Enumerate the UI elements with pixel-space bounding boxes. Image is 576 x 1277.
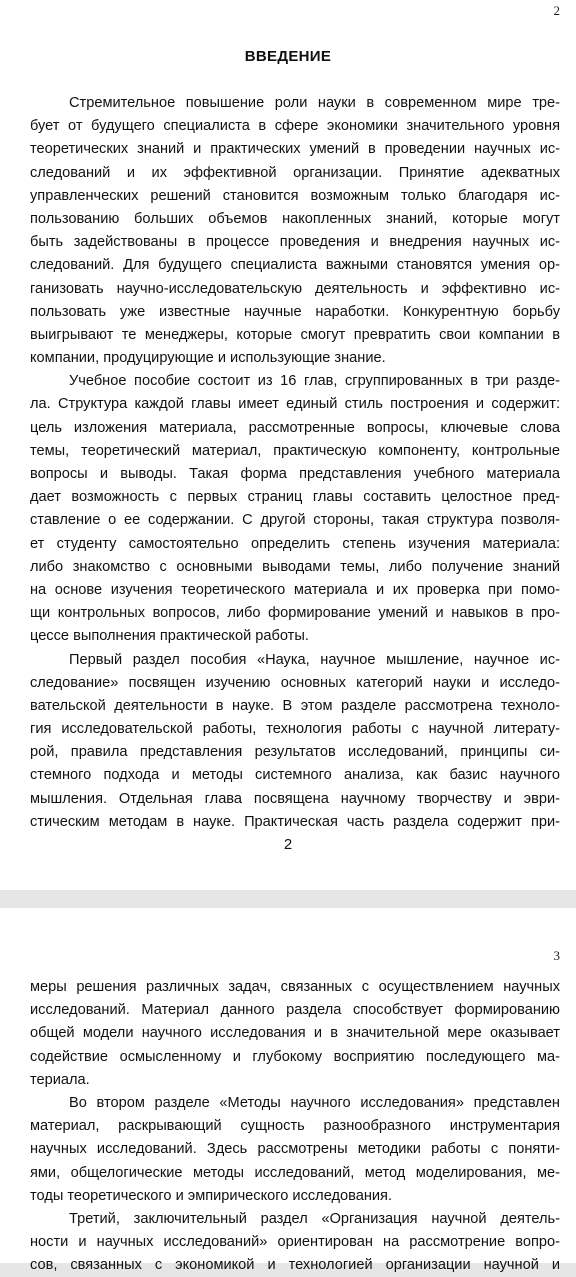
text-line: общей модели научного исследования и в значительной мере оказывает xyxy=(30,1025,560,1042)
text-line: содействие осмысленному и глубокому восприятию последующего ма- xyxy=(30,1048,560,1065)
text-line: темы, теоретический материал, практическую компоненту, контрольные xyxy=(30,442,560,459)
body-text xyxy=(30,976,560,1277)
text-line: гия исследовательской работы, технология работы с научной литерату- xyxy=(30,721,560,738)
text-line: Учебное пособие состоит из 16 глав, сгруппированных в три разде- xyxy=(69,373,560,390)
text-line: Третий, заключительный раздел «Организация научной деятель- xyxy=(69,1210,560,1227)
text-line: ганизовать научно-исследовательскую деятельность и эффективно ис- xyxy=(30,280,560,297)
text-line: научных исследований. Здесь рассмотрены методики работы с поняти- xyxy=(30,1141,560,1158)
page-corner-number: 3 xyxy=(553,948,560,963)
text-line: материал, раскрывающий сущность разнообразного инструментария xyxy=(30,1118,560,1135)
text-line: исследований. Материал данного раздела способствует формированию xyxy=(30,1002,560,1019)
text-line: Первый раздел пособия «Наука, научное мышление, научное ис- xyxy=(69,651,560,668)
document-page-2 xyxy=(0,908,576,1274)
text-line: ла. Структура каждой главы имеет единый стиль построения и содержит: xyxy=(30,396,560,413)
text-line: пользовать уже известные научные наработки. Конкурентную борьбу xyxy=(30,303,560,320)
text-line: бует от будущего специалиста в сфере экономики значительного уровня xyxy=(30,118,560,135)
text-line: ставление о ее содержании. С другой стороны, такая структура позволя- xyxy=(30,512,560,529)
text-line: на основе изучения теоретического материала и их проверка при помо- xyxy=(30,581,560,598)
text-line: ности и научных исследований» ориентирован на рассмотрение вопро- xyxy=(30,1234,560,1251)
text-line: следований. Для будущего специалиста важными становятся умения ор- xyxy=(30,257,560,274)
text-line: меры решения различных задач, связанных с осуществлением научных xyxy=(30,979,560,995)
text-line: стическим методам в науке. Практическая часть раздела содержит при- xyxy=(30,813,560,830)
text-line: вательской деятельности в науке. В этом разделе рассмотрена техноло- xyxy=(30,697,560,714)
text-line: следований и их эффективной организации. Принятие адекватных xyxy=(30,164,560,181)
page-footer-number: 2 xyxy=(283,836,293,853)
page-title: ВВЕДЕНИЕ xyxy=(244,48,332,65)
body-text xyxy=(30,92,560,834)
text-line: ет студенту самостоятельно определить степень изучения материала: xyxy=(30,535,560,552)
text-line: управленческих решений становится возможным только благодаря ис- xyxy=(30,187,560,204)
text-line: пользованию больших объемов накопленных знаний, которые могут xyxy=(30,210,560,227)
text-line: Стремительное повышение роли науки в современном мире тре- xyxy=(69,95,560,111)
text-line: либо знакомство с основными выводами темы, либо получение знаний xyxy=(30,558,560,575)
text-line: сов, связанных с экономикой и технологией организации научной и xyxy=(30,1257,560,1274)
text-line: быть задействованы в процессе проведения и внедрения научных ис- xyxy=(30,234,560,251)
text-line: выигрывают те менеджеры, которые смогут превратить свои компании в xyxy=(30,326,560,343)
text-line: вопросы и выводы. Такая форма представления учебного материала xyxy=(30,466,560,482)
text-line: цель изложения материала, рассмотренные вопросы, ключевые слова xyxy=(30,419,560,436)
text-line: следование» посвящен изучению основных категорий науки и исследо- xyxy=(30,674,560,691)
text-line: мышления. Отдельная глава посвящена научному творчеству и эври- xyxy=(30,790,560,807)
text-line: дает возможность с первых страниц главы составить целостное пред- xyxy=(30,489,560,506)
text-line: щи контрольных вопросов, либо формирование умений и навыков в про- xyxy=(30,605,560,622)
text-line: компании, продуцирующие и использующие знание. xyxy=(30,350,386,367)
text-line: ями, общелогические методы исследований, метод моделирования, ме- xyxy=(30,1164,560,1181)
text-line: териала. xyxy=(30,1071,90,1088)
text-line: цессе выполнения практической работы. xyxy=(30,628,309,645)
page-corner-number: 2 xyxy=(553,3,560,18)
text-line: Во втором разделе «Методы научного исследования» представлен xyxy=(69,1094,560,1111)
text-line: тоды теоретического и эмпирического исследования. xyxy=(30,1187,392,1204)
text-line: теоретических знаний и практических умений в проведении научных ис- xyxy=(30,141,560,158)
text-line: рой, правила представления результатов исследований, принципы си- xyxy=(30,744,560,761)
text-line: стемного подхода и методы системного анализа, как базис научного xyxy=(30,767,560,784)
